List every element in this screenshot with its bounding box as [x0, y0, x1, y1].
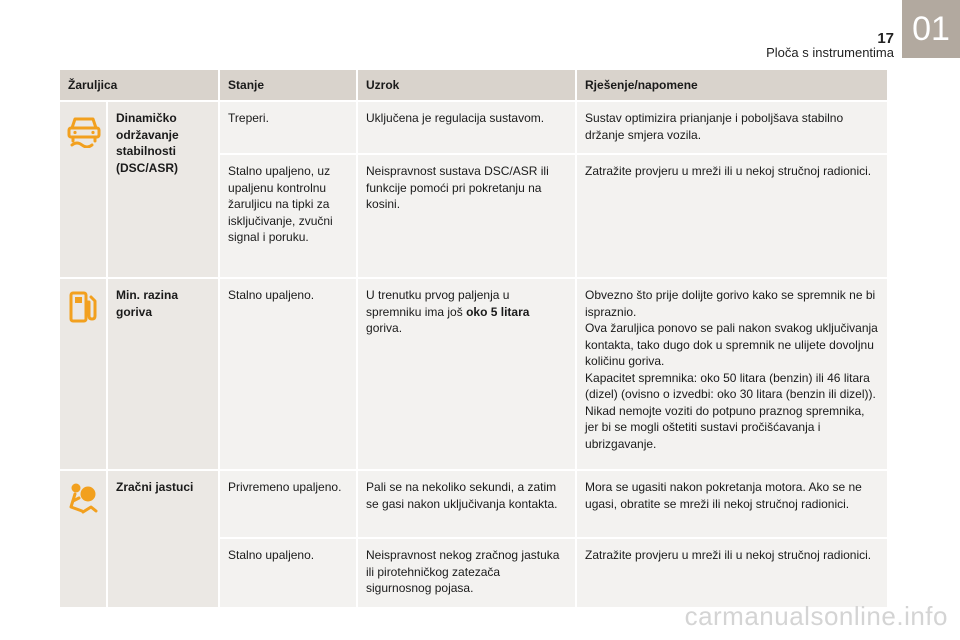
lamp-icon-cell — [60, 102, 106, 277]
lamp-icon-cell — [60, 471, 106, 607]
cause-cell — [358, 279, 575, 469]
solution-line: Obvezno što prije dolijte gorivo kako se spremnik ne bi ispraznio. — [585, 288, 876, 319]
lamp-icon-cell — [60, 279, 106, 469]
state-cell: Treperi. — [220, 102, 356, 153]
lamp-name: Dinamičko održavanje stabilnosti (DSC/ASR) — [108, 102, 218, 277]
table-row — [60, 102, 887, 153]
watermark: carmanualsonline.info — [684, 601, 948, 631]
table-header-row — [60, 70, 887, 100]
lamp-name: Min. razina goriva — [108, 279, 218, 469]
section-title: Ploča s instrumentima — [766, 45, 894, 60]
cause-cell: Neispravnost nekog zračnog jastuka ili pirotehničkog zatezača sigurnosnog pojasa. — [358, 539, 575, 607]
page-number: 17 — [877, 30, 894, 47]
column-header-state: Stanje — [220, 70, 356, 100]
solution-line: Kapacitet spremnika: oko 50 litara (benzin) ili 46 litara (dizel) (ovisno o izvedbi: oko 30 litara (benzin ili dizel)). — [585, 370, 876, 401]
solution-cell — [577, 279, 887, 469]
fuel-pump-icon — [68, 314, 98, 328]
solution-cell: Sustav optimizira prianjanje i poboljšava stabilno držanje smjera vozila. — [577, 102, 887, 153]
solution-cell: Mora se ugasiti nakon pokretanja motora. Ako se ne ugasi, obratite se mreži ili nekoj stručnoj radionici. — [577, 471, 887, 537]
state-cell: Stalno upaljeno. — [220, 279, 356, 469]
cause-cell: Pali se na nekoliko sekundi, a zatim se gasi nakon uključivanja kontakta. — [358, 471, 575, 537]
lamp-name: Zračni jastuci — [108, 471, 218, 607]
warning-lamps-table — [58, 68, 889, 609]
solution-line: Nikad nemojte voziti do potpuno praznog spremnika, jer bi se mogli oštetiti sustavi pročišćavanja i ubrizgavanje. — [585, 403, 865, 451]
state-cell: Stalno upaljeno. — [220, 539, 356, 607]
solution-cell: Zatražite provjeru u mreži ili u nekoj stručnoj radionici. — [577, 155, 887, 277]
solution-cell: Zatražite provjeru u mreži ili u nekoj stručnoj radionici. — [577, 539, 887, 607]
table-row — [60, 471, 887, 537]
column-header-lamp: Žaruljica — [60, 70, 218, 100]
state-cell: Privremeno upaljeno. — [220, 471, 356, 537]
cause-text-end: goriva. — [366, 321, 403, 335]
cause-cell: Neispravnost sustava DSC/ASR ili funkcije pomoći pri pokretanju na kosini. — [358, 155, 575, 277]
chapter-tab[interactable]: 01 — [902, 0, 960, 58]
column-header-cause: Uzrok — [358, 70, 575, 100]
cause-cell: Uključena je regulacija sustavom. — [358, 102, 575, 153]
solution-line: Ova žaruljica ponovo se pali nakon svakog uključivanja kontakta, tako dugo dok u spremnik ne ulijete dovoljnu količinu goriva. — [585, 321, 878, 368]
cause-emphasis: oko 5 litara — [466, 304, 530, 319]
table-row — [60, 279, 887, 469]
state-cell: Stalno upaljeno, uz upaljenu kontrolnu žaruljicu na tipki za isključivanje, zvučni signal i poruku. — [220, 155, 356, 277]
column-header-solution: Rješenje/napomene — [577, 70, 887, 100]
dsc-asr-icon — [64, 137, 104, 151]
cause-text: U trenutku prvog paljenja u spremniku ima još — [366, 288, 510, 319]
airbag-icon — [65, 506, 101, 520]
